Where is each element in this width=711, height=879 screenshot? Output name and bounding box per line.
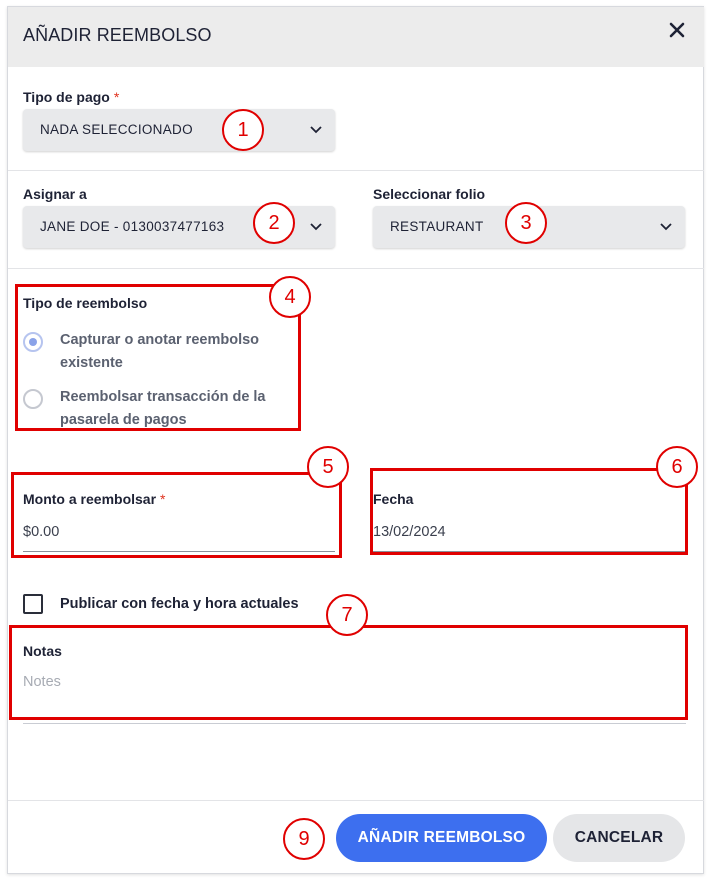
divider bbox=[8, 170, 704, 171]
amount-input[interactable]: $0.00 bbox=[23, 524, 60, 540]
annotation-marker-6: 6 bbox=[656, 446, 698, 488]
close-icon[interactable] bbox=[666, 19, 688, 41]
date-label: Fecha bbox=[373, 491, 414, 507]
folio-value: RESTAURANT bbox=[390, 219, 484, 234]
annotation-marker-4: 4 bbox=[269, 276, 311, 318]
required-mark: * bbox=[113, 89, 120, 105]
annotation-box-date bbox=[370, 468, 688, 555]
cancel-button[interactable]: CANCELAR bbox=[553, 814, 685, 862]
chevron-down-icon bbox=[309, 124, 323, 136]
payment-type-label-text: Tipo de pago bbox=[23, 89, 110, 105]
refund-option-label: Reembolsar transacción de la pasarela de pagos bbox=[60, 389, 266, 428]
annotation-marker-5: 5 bbox=[307, 446, 349, 488]
notes-textarea[interactable]: Notes bbox=[23, 674, 61, 690]
publish-now-label: Publicar con fecha y hora actuales bbox=[60, 596, 299, 612]
assign-to-label: Asignar a bbox=[23, 186, 87, 202]
dialog-header bbox=[8, 7, 704, 67]
amount-label-text: Monto a reembolsar bbox=[23, 491, 157, 507]
refund-option-label: Capturar o anotar reembolso existente bbox=[60, 332, 260, 371]
publish-now-checkbox[interactable] bbox=[23, 594, 43, 614]
annotation-marker-1: 1 bbox=[222, 109, 264, 151]
annotation-box-amount bbox=[11, 472, 342, 558]
annotation-marker-2: 2 bbox=[253, 202, 295, 244]
divider bbox=[8, 268, 704, 269]
payment-type-label bbox=[23, 89, 119, 105]
notes-underline bbox=[23, 723, 686, 724]
required-mark: * bbox=[160, 491, 166, 507]
assign-to-value: JANE DOE - 0130037477163 bbox=[40, 219, 225, 234]
payment-type-select[interactable] bbox=[23, 109, 335, 151]
date-input[interactable]: 13/02/2024 bbox=[373, 524, 446, 540]
payment-type-value: NADA SELECCIONADO bbox=[40, 122, 193, 137]
annotation-box-notes bbox=[9, 625, 688, 720]
dialog-title: AÑADIR REEMBOLSO bbox=[23, 25, 212, 45]
folio-label: Seleccionar folio bbox=[373, 186, 486, 202]
annotation-marker-7: 7 bbox=[326, 594, 368, 636]
refund-type-label: Tipo de reembolso bbox=[23, 295, 148, 311]
annotation-marker-3: 3 bbox=[505, 202, 547, 244]
annotation-marker-9: 9 bbox=[283, 818, 325, 860]
add-refund-button[interactable]: AÑADIR REEMBOLSO bbox=[336, 814, 547, 862]
chevron-down-icon bbox=[309, 221, 323, 233]
notes-label: Notas bbox=[23, 643, 62, 659]
footer-divider bbox=[8, 800, 704, 801]
annotation-box-refund-type bbox=[15, 284, 301, 431]
chevron-down-icon bbox=[659, 221, 673, 233]
